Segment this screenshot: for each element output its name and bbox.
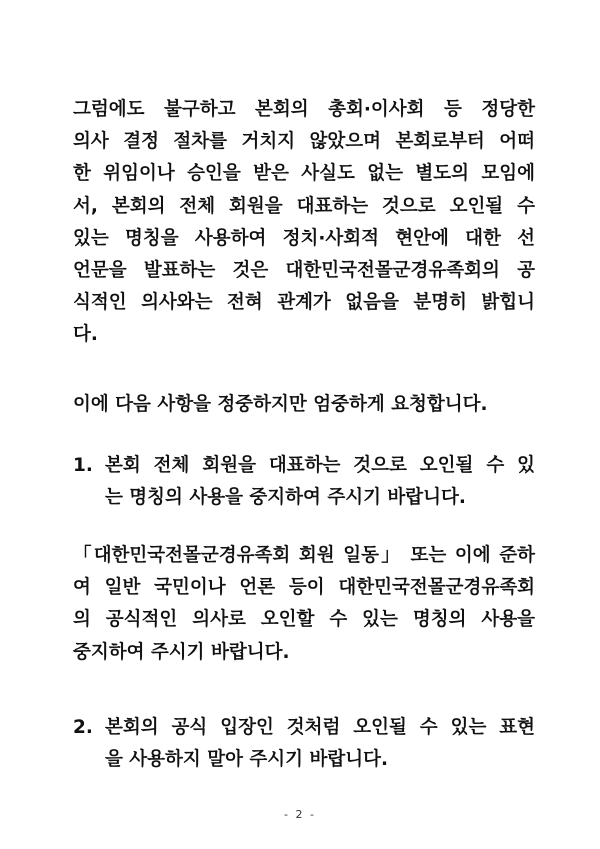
item-number: 2. [73, 717, 93, 738]
text-line: 한 위임이나 승인을 받은 사실도 없는 별도의 모임에 [73, 163, 535, 185]
text-line: 다. [73, 324, 98, 346]
text-line: 식적인 의사와는 전혀 관계가 없음을 분명히 밝힙니 [73, 292, 535, 314]
text-line: 있는 명칭을 사용하여 정치·사회적 현안에 대한 선 [73, 227, 535, 249]
text-line: 이에 다음 사항을 정중하지만 엄중하게 요청합니다. [73, 394, 488, 415]
item-number: 1. [73, 455, 93, 476]
text-line: 중지하여 주시기 바랍니다. [73, 641, 290, 663]
text-line: 「대한민국전몰군경유족회 회원 일동」 또는 이에 준하 [73, 545, 535, 566]
text-line: 여 일반 국민이나 언론 등이 대한민국전몰군경유족회 [73, 577, 535, 599]
paragraph-disclaimer [73, 94, 535, 352]
text-line: 는 명칭의 사용을 중지하여 주시기 바랍니다. [105, 487, 466, 509]
text-line: 언문을 발표하는 것은 대한민국전몰군경유족회의 공 [73, 260, 535, 282]
text-line: 그럼에도 불구하고 본회의 총회·이사회 등 정당한 [73, 99, 535, 120]
item-body [105, 450, 535, 514]
text-line: 의 공식적인 의사로 오인할 수 있는 명칭의 사용을 [73, 609, 535, 631]
text-line: 서, 본회의 전체 회원을 대표하는 것으로 오인될 수 [73, 195, 535, 217]
paragraph-item1-detail [73, 540, 535, 669]
paragraph-request-intro [73, 389, 535, 421]
page-number: - 2 - [284, 808, 316, 821]
text-line: 본회의 공식 입장인 것처럼 오인될 수 있는 표현 [105, 717, 535, 738]
text-line: 을 사용하지 말아 주시기 바랍니다. [105, 749, 388, 771]
item-body [105, 712, 535, 776]
text-line: 의사 결정 절차를 거치지 않았으며 본회로부터 어떠 [73, 131, 535, 153]
text-line: 본회 전체 회원을 대표하는 것으로 오인될 수 있 [105, 455, 535, 476]
